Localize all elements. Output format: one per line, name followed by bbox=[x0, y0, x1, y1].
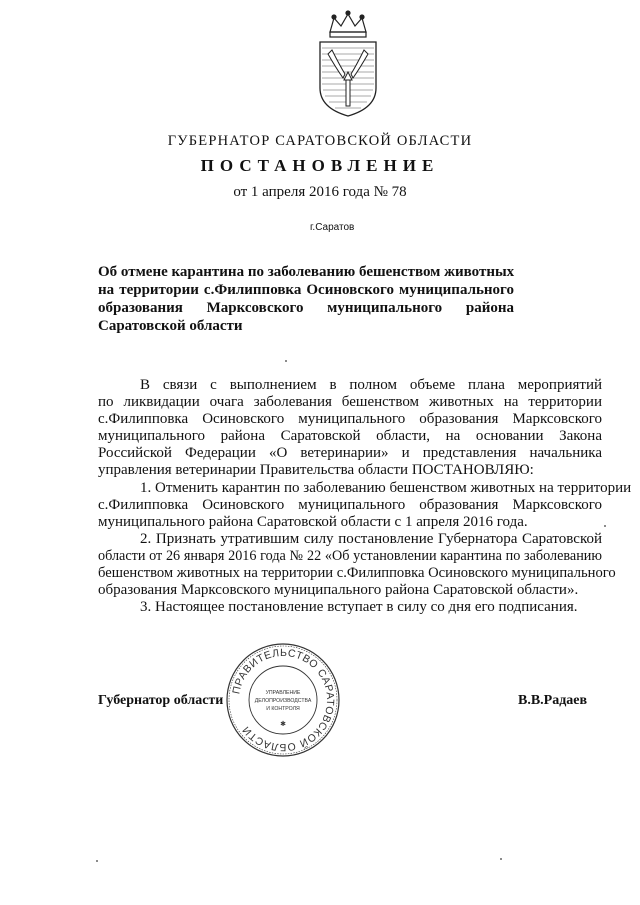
scan-speck bbox=[604, 525, 606, 527]
body-line: 1. Отменить карантин по заболеванию бешенством животных на территории bbox=[140, 479, 632, 496]
svg-text:ДЕЛОПРОИЗВОДСТВА: ДЕЛОПРОИЗВОДСТВА bbox=[254, 698, 312, 704]
body-line: области от 26 января 2016 года № 22 «Об установлении карантина по заболеванию bbox=[98, 547, 602, 564]
subject-line: Об отмене карантина по заболеванию бешенством животных bbox=[98, 264, 515, 280]
body-line: образования Марксовского муниципального района Саратовской области». bbox=[98, 582, 579, 599]
body-line: 2. Признать утратившим силу постановление Губернатора Саратовской bbox=[140, 530, 602, 547]
svg-text:УПРАВЛЕНИЕ: УПРАВЛЕНИЕ bbox=[265, 690, 301, 696]
document-subject bbox=[98, 263, 514, 335]
body-line: с.Филипповка Осиновского муниципального образования Марксовского bbox=[98, 411, 602, 428]
scan-speck bbox=[285, 360, 287, 362]
subject-line: Саратовской области bbox=[98, 318, 243, 334]
svg-text:И КОНТРОЛЯ: И КОНТРОЛЯ bbox=[266, 706, 300, 712]
document-city: г.Саратов bbox=[310, 222, 355, 233]
body-line: муниципального района Саратовской области с 1 апреля 2016 года. bbox=[98, 513, 528, 530]
body-line: бешенством животных на территории с.Филипповка Осиновского муниципального bbox=[98, 565, 616, 582]
subject-line: образования Марксовского муниципального района bbox=[98, 300, 514, 316]
body-line: В связи с выполнением в полном объеме плана мероприятий bbox=[140, 377, 602, 393]
body-line: муниципального района Саратовской области, на основании Закона bbox=[98, 428, 602, 445]
issuer-heading: ГУБЕРНАТОР САРАТОВСКОЙ ОБЛАСТИ bbox=[167, 133, 473, 149]
body-line: управления ветеринарии Правительства области ПОСТАНОВЛЯЮ: bbox=[98, 462, 534, 479]
scan-speck bbox=[500, 858, 502, 860]
svg-text:ПРАВИТЕЛЬСТВО САРАТОВСКОЙ ОБЛА: ПРАВИТЕЛЬСТВО САРАТОВСКОЙ ОБЛАСТИ bbox=[230, 646, 337, 754]
signatory-title: Губернатор области bbox=[98, 693, 224, 708]
body-line: с.Филипповка Осиновского муниципального образования Марксовского bbox=[98, 496, 602, 513]
subject-line: на территории с.Филипповка Осиновского муниципального bbox=[98, 282, 514, 298]
coat-of-arms-emblem bbox=[310, 10, 386, 118]
document-body bbox=[98, 377, 632, 616]
body-line: Российской Федерации «О ветеринарии» и представления начальника bbox=[98, 445, 602, 462]
svg-text:✱: ✱ bbox=[280, 720, 286, 728]
document-type-heading: ПОСТАНОВЛЕНИЕ bbox=[200, 156, 440, 175]
signatory-name: В.В.Радаев bbox=[518, 693, 588, 708]
official-seal-stamp bbox=[225, 642, 341, 758]
document-date-number: от 1 апреля 2016 года № 78 bbox=[233, 184, 407, 200]
scan-speck bbox=[96, 860, 98, 862]
body-line: 3. Настоящее постановление вступает в силу со дня его подписания. bbox=[140, 599, 578, 616]
body-line: по ликвидации очага заболевания бешенством животных на территории bbox=[98, 394, 602, 411]
